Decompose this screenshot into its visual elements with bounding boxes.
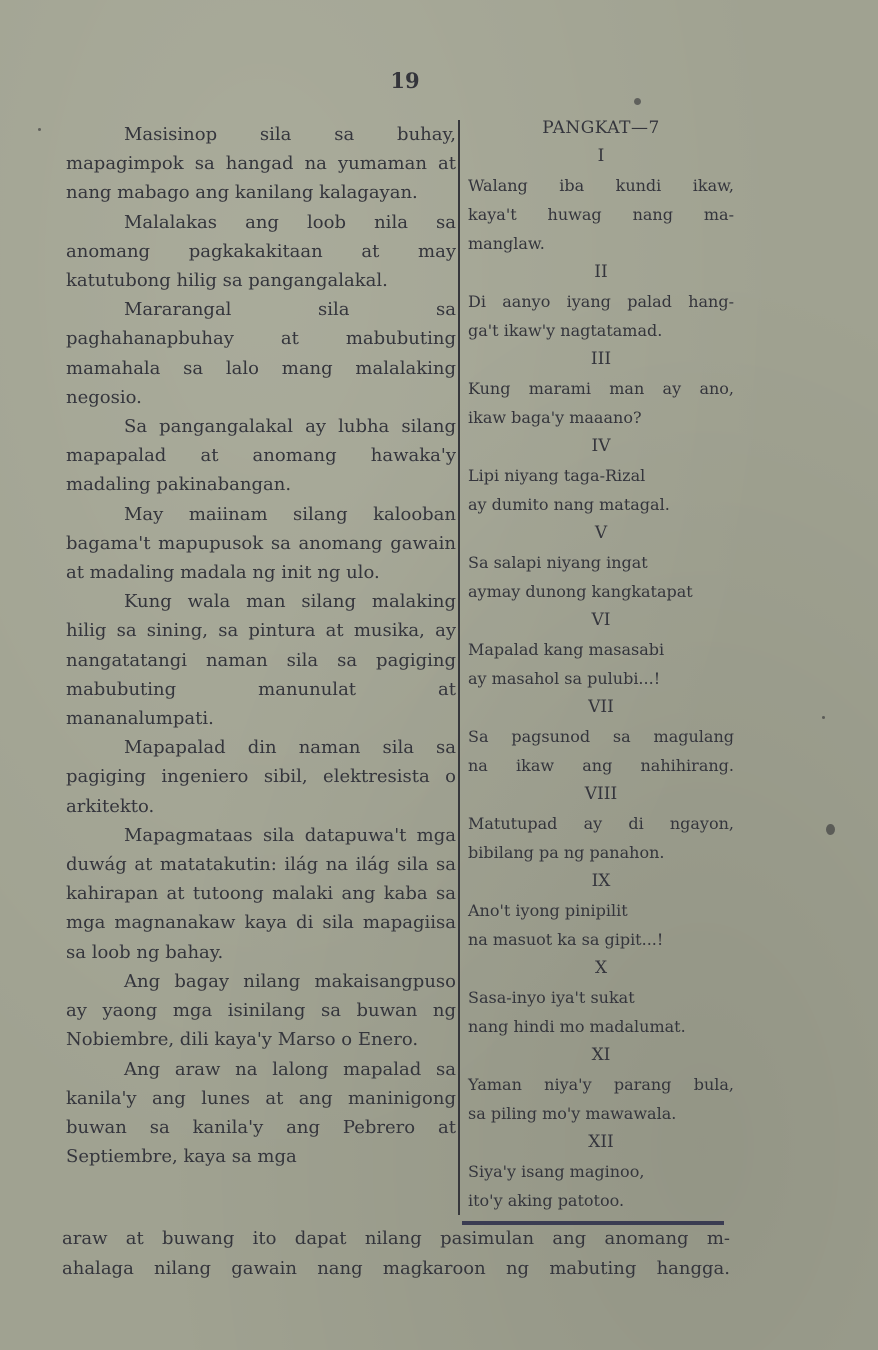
verse-line: na ikaw ang nahihirang.	[468, 756, 734, 775]
verse-line: Sa pagsunod sa magulang	[468, 727, 734, 746]
verse-line: Yaman niya'y parang bula,	[468, 1075, 734, 1094]
verse	[468, 1041, 734, 1128]
verse	[468, 693, 734, 780]
verse-number: VIII	[584, 784, 618, 804]
verse-line: kaya't huwag nang ma-	[468, 205, 734, 224]
verse-line: Matutupad ay di ngayon,	[468, 814, 734, 833]
paragraph: Ang bagay nilang makaisangpuso ay yaong mga isinilang sa buwan ng Nobiembre, dili kaya'y Marso o Enero.	[66, 970, 456, 1051]
paragraph: Kung wala man silang malaking hilig sa sining, sa pintura at musika, ay nangatatangi naman sila sa pagiging mabubuting manunulat at mananalumpati.	[66, 591, 456, 730]
verse-line: Di aanyo iyang palad hang-	[468, 292, 734, 311]
verse-line: sa piling mo'y mawawala.	[468, 1104, 677, 1123]
verse	[468, 519, 734, 606]
verse-number: I	[597, 146, 605, 166]
verse-number: II	[594, 262, 608, 282]
verse-line: Sa salapi niyang ingat	[468, 553, 648, 572]
verse-line: nang hindi mo madalumat.	[468, 1017, 686, 1036]
verse-number: XI	[591, 1045, 611, 1065]
verse-number: III	[590, 349, 612, 369]
paper-speck	[826, 824, 835, 835]
verse	[468, 867, 734, 954]
paper-speck	[822, 716, 825, 719]
paragraph: Mapagmataas sila datapuwa't mga duwág at matatakutin: ilág na ilág sila sa kahirapan at tutoong malaki ang kaba sa mga magnanakaw kaya di sila mapagiisa sa loob ng bahay.	[66, 824, 456, 963]
verse-line: manglaw.	[468, 234, 545, 253]
verse-line: Lipi niyang taga-Rizal	[468, 466, 646, 485]
verse-line: Walang iba kundi ikaw,	[468, 176, 734, 195]
verse-number: VII	[588, 697, 614, 717]
section-heading: PANGKAT—7	[542, 118, 660, 138]
verse	[468, 780, 734, 867]
verse	[468, 954, 734, 1041]
continuation-text	[62, 1224, 730, 1284]
verse-line: ay dumito nang matagal.	[468, 495, 670, 514]
paper-speck	[38, 128, 41, 131]
paragraph: Mapapalad din naman sila sa pagiging ingeniero sibil, elektresista o arkitekto.	[66, 737, 456, 817]
verse-line: Siya'y isang maginoo,	[468, 1162, 645, 1181]
verse-number: V	[594, 523, 608, 543]
verse-line: Kung marami man ay ano,	[468, 379, 734, 398]
text-line: araw at buwang ito dapat nilang pasimulan ang anomang m-	[62, 1228, 730, 1249]
page-number: 19	[390, 68, 420, 93]
paragraph: Ang araw na lalong mapalad sa kanila'y ang lunes at ang maninigong buwan sa kanila'y ang Pebrero at Septiembre, kaya sa mga	[66, 1058, 456, 1168]
paragraph: May maiinam silang kalooban bagama't mapupusok sa anomang gawain at madaling madala ng init ng ulo.	[66, 503, 456, 584]
text-line: ahalaga nilang gawain nang magkaroon ng mabuting hangga.	[62, 1258, 730, 1279]
verse-line: aymay dunong kangkatapat	[468, 582, 693, 601]
verse-line: ay masahol sa pulubi...!	[468, 669, 661, 688]
verse-number: X	[594, 958, 608, 978]
verse-number: IX	[591, 871, 611, 891]
verse-line: ito'y aking patotoo.	[468, 1191, 625, 1210]
verse-line: Sasa-inyo iya't sukat	[468, 988, 635, 1007]
verse-line: ikaw baga'y maaano?	[468, 408, 642, 427]
verse	[468, 258, 734, 345]
right-column	[468, 114, 734, 1215]
paragraph: Mararangal sila sa paghahanapbuhay at mabubuting mamahala sa lalo mang malalaking negosio.	[66, 299, 456, 408]
paragraph: Malalakas ang loob nila sa anomang pagkakakitaan at may katutubong hilig sa pangangalakal.	[66, 211, 456, 292]
paper-speck	[634, 98, 641, 105]
verse-number: XII	[588, 1132, 614, 1152]
verse-line: na masuot ka sa gipit...!	[468, 930, 664, 949]
paragraph: Masisinop sila sa buhay, mapagimpok sa hangad na yumaman at nang mabago ang kanilang kalagayan.	[66, 124, 456, 204]
verse	[468, 1128, 734, 1215]
verse-number: VI	[591, 610, 611, 630]
verse	[468, 345, 734, 432]
verse-number: IV	[591, 436, 611, 456]
left-column	[66, 120, 456, 1171]
verse-line: Mapalad kang masasabi	[468, 640, 665, 659]
verse	[468, 606, 734, 693]
verse-line: ga't ikaw'y nagtatamad.	[468, 321, 663, 340]
verse	[468, 142, 734, 258]
verse	[468, 432, 734, 519]
column-divider	[458, 120, 460, 1215]
paragraph: Sa pangangalakal ay lubha silang mapapalad at anomang hawaka'y madaling pakinabangan.	[66, 416, 456, 496]
verse-line: bibilang pa ng panahon.	[468, 843, 665, 862]
verse-line: Ano't iyong pinipilit	[468, 901, 628, 920]
